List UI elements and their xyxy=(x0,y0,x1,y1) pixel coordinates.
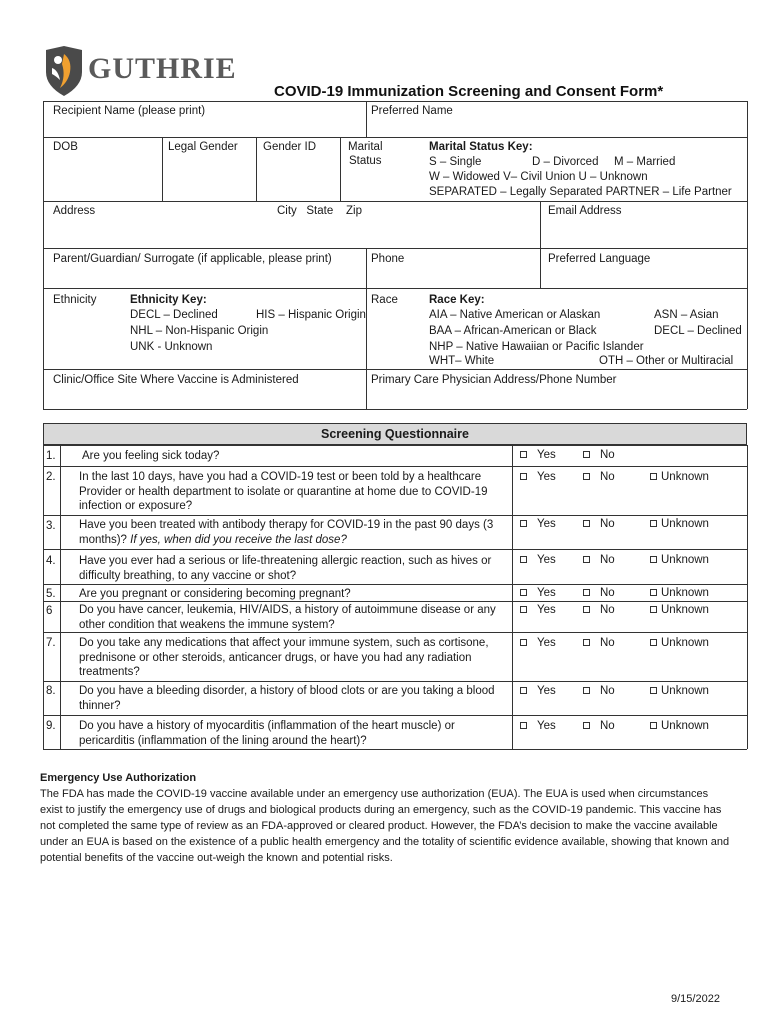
checkbox-icon xyxy=(583,589,590,596)
email-label: Email Address xyxy=(548,205,622,217)
question-number: 6 xyxy=(46,605,53,617)
checkbox-icon xyxy=(650,639,657,646)
question-number: 7. xyxy=(46,637,56,649)
checkbox-icon xyxy=(583,473,590,480)
race-key-baa: BAA – African-American or Black xyxy=(429,325,597,337)
question-number: 9. xyxy=(46,720,56,732)
ethnicity-key-title: Ethnicity Key: xyxy=(130,294,207,306)
q8-yes-checkbox[interactable]: Yes xyxy=(520,685,556,697)
q1-no-checkbox[interactable]: No xyxy=(583,449,615,461)
checkbox-icon xyxy=(520,606,527,613)
q3-no-checkbox[interactable]: No xyxy=(583,518,615,530)
question-text: Do you have cancer, leukemia, HIV/AIDS, a history of autoimmune disease or any other condition that weakens the immune system? xyxy=(79,604,496,631)
marital-key-married: M – Married xyxy=(614,156,676,168)
marital-key-line2: W – Widowed V– Civil Union U – Unknown xyxy=(429,171,648,183)
ethnicity-key-unk: UNK - Unknown xyxy=(130,341,213,353)
race-key-nhp: NHP – Native Hawaiian or Pacific Islander xyxy=(429,341,644,353)
language-label: Preferred Language xyxy=(548,253,651,265)
eua-title: Emergency Use Authorization xyxy=(40,772,197,784)
clinic-site-label: Clinic/Office Site Where Vaccine is Administered xyxy=(53,374,299,386)
checkbox-icon xyxy=(520,589,527,596)
race-key-asn: ASN – Asian xyxy=(654,309,719,321)
checkbox-icon xyxy=(650,520,657,527)
race-key-title: Race Key: xyxy=(429,294,485,306)
legal-gender-label: Legal Gender xyxy=(168,141,238,153)
question-number: 5. xyxy=(46,588,56,600)
question-text: Have you been treated with antibody therapy for COVID-19 in the past 90 days (3 months)? If yes, when did you receive the last dose? xyxy=(79,519,494,546)
q4-unknown-checkbox[interactable]: Unknown xyxy=(650,554,709,566)
question-text: Do you have a bleeding disorder, a history of blood clots or are you taking a blood thinner? xyxy=(79,685,495,712)
checkbox-icon xyxy=(650,606,657,613)
checkbox-icon xyxy=(520,451,527,458)
question-number: 8. xyxy=(46,685,56,697)
checkbox-icon xyxy=(583,520,590,527)
checkbox-icon xyxy=(520,722,527,729)
form-title: COVID-19 Immunization Screening and Consent Form* xyxy=(274,83,664,100)
q3-unknown-checkbox[interactable]: Unknown xyxy=(650,518,709,530)
question-number: 1. xyxy=(46,450,56,462)
dob-label: DOB xyxy=(53,141,78,153)
question-number: 4. xyxy=(46,555,56,567)
q9-yes-checkbox[interactable]: Yes xyxy=(520,720,556,732)
q9-no-checkbox[interactable]: No xyxy=(583,720,615,732)
race-label: Race xyxy=(371,294,398,306)
marital-key-line3: SEPARATED – Legally Separated PARTNER – Life Partner xyxy=(429,186,732,198)
q5-unknown-checkbox[interactable]: Unknown xyxy=(650,587,709,599)
guardian-label: Parent/Guardian/ Surrogate (if applicable, please print) xyxy=(53,253,332,265)
q5-yes-checkbox[interactable]: Yes xyxy=(520,587,556,599)
ethnicity-key-his: HIS – Hispanic Origin xyxy=(256,309,366,321)
question-number: 3. xyxy=(46,520,56,532)
question-followup: If yes, when did you receive the last dose? xyxy=(130,533,347,546)
q7-no-checkbox[interactable]: No xyxy=(583,637,615,649)
question-text: In the last 10 days, have you had a COVID-19 test or been told by a healthcare Provider or health department to isolate or quarantine at home due to COVID-19 infection or exposure? xyxy=(79,471,488,512)
race-key-decl: DECL – Declined xyxy=(654,325,742,337)
phone-label: Phone xyxy=(371,253,405,265)
q2-no-checkbox[interactable]: No xyxy=(583,471,615,483)
q3-yes-checkbox[interactable]: Yes xyxy=(520,518,556,530)
q6-no-checkbox[interactable]: No xyxy=(583,604,615,616)
guthrie-shield-icon xyxy=(44,46,84,96)
pcp-label: Primary Care Physician Address/Phone Number xyxy=(371,374,617,386)
checkbox-icon xyxy=(520,687,527,694)
footer-date: 9/15/2022 xyxy=(671,993,720,1005)
checkbox-icon xyxy=(583,556,590,563)
gender-id-label: Gender ID xyxy=(263,141,317,153)
guthrie-logo xyxy=(44,46,237,96)
recipient-name-label: Recipient Name (please print) xyxy=(53,105,206,117)
q7-yes-checkbox[interactable]: Yes xyxy=(520,637,556,649)
question-number: 2. xyxy=(46,471,56,483)
question-text: Do you take any medications that affect your immune system, such as cortisone, prednisone or other steroids, anticancer drugs, or have you had any radiation treatments? xyxy=(79,637,489,678)
address-label: Address xyxy=(53,205,96,217)
race-key-oth: OTH – Other or Multiracial xyxy=(599,355,734,367)
marital-key-single: S – Single xyxy=(429,156,482,168)
q4-yes-checkbox[interactable]: Yes xyxy=(520,554,556,566)
question-text: Are you feeling sick today? xyxy=(82,450,220,462)
questionnaire-header xyxy=(43,423,747,445)
marital-status-label: Marital Status xyxy=(348,141,383,167)
checkbox-icon xyxy=(650,589,657,596)
eua-body: The FDA has made the COVID-19 vaccine available under an emergency use authorization (EUA). The EUA is used when circumstances exist to justify the emergency use of drugs and biological products during an emergency, such as the COVID-19 pandemic. This vaccine has not completed the same type of review as an FDA-approved or cleared product. However, the FDA’s decision to make the vaccine available under an EUA is based on the existence of a public health emergency and the totality of scientific evidence available, showing that known and potential benefits of the vaccine out-weigh the known and potential risks. xyxy=(40,788,730,864)
checkbox-icon xyxy=(583,722,590,729)
checkbox-icon xyxy=(650,687,657,694)
q1-yes-checkbox[interactable]: Yes xyxy=(520,449,556,461)
checkbox-icon xyxy=(520,473,527,480)
q6-unknown-checkbox[interactable]: Unknown xyxy=(650,604,709,616)
checkbox-icon xyxy=(583,451,590,458)
ethnicity-key-decl: DECL – Declined xyxy=(130,309,218,321)
q8-no-checkbox[interactable]: No xyxy=(583,685,615,697)
logo-wordmark: GUTHRIE xyxy=(88,52,237,85)
q9-unknown-checkbox[interactable]: Unknown xyxy=(650,720,709,732)
checkbox-icon xyxy=(650,722,657,729)
checkbox-icon xyxy=(583,639,590,646)
marital-key-title: Marital Status Key: xyxy=(429,141,533,153)
checkbox-icon xyxy=(583,687,590,694)
q7-unknown-checkbox[interactable]: Unknown xyxy=(650,637,709,649)
questionnaire-title: Screening Questionnaire xyxy=(321,427,469,441)
q8-unknown-checkbox[interactable]: Unknown xyxy=(650,685,709,697)
checkbox-icon xyxy=(583,606,590,613)
q6-yes-checkbox[interactable]: Yes xyxy=(520,604,556,616)
checkbox-icon xyxy=(520,520,527,527)
checkbox-icon xyxy=(520,639,527,646)
race-key-aia: AIA – Native American or Alaskan xyxy=(429,309,601,321)
city-state-zip-label: City State Zip xyxy=(277,205,362,217)
question-text: Are you pregnant or considering becoming pregnant? xyxy=(79,588,351,600)
checkbox-icon xyxy=(520,556,527,563)
question-text: Have you ever had a serious or life-threatening allergic reaction, such as hives or difficulty breathing, to any vaccine or shot? xyxy=(79,555,492,582)
checkbox-icon xyxy=(650,556,657,563)
q2-unknown-checkbox[interactable]: Unknown xyxy=(650,471,709,483)
ethnicity-key-nhl: NHL – Non-Hispanic Origin xyxy=(130,325,269,337)
race-key-wht: WHT– White xyxy=(429,355,495,367)
question-text: Do you have a history of myocarditis (inflammation of the heart muscle) or pericarditis (inflammation of the lining around the heart)? xyxy=(79,720,455,747)
q2-yes-checkbox[interactable]: Yes xyxy=(520,471,556,483)
checkbox-icon xyxy=(650,473,657,480)
marital-key-divorced: D – Divorced xyxy=(532,156,599,168)
preferred-name-label: Preferred Name xyxy=(371,105,453,117)
q4-no-checkbox[interactable]: No xyxy=(583,554,615,566)
ethnicity-label: Ethnicity xyxy=(53,294,97,306)
q5-no-checkbox[interactable]: No xyxy=(583,587,615,599)
